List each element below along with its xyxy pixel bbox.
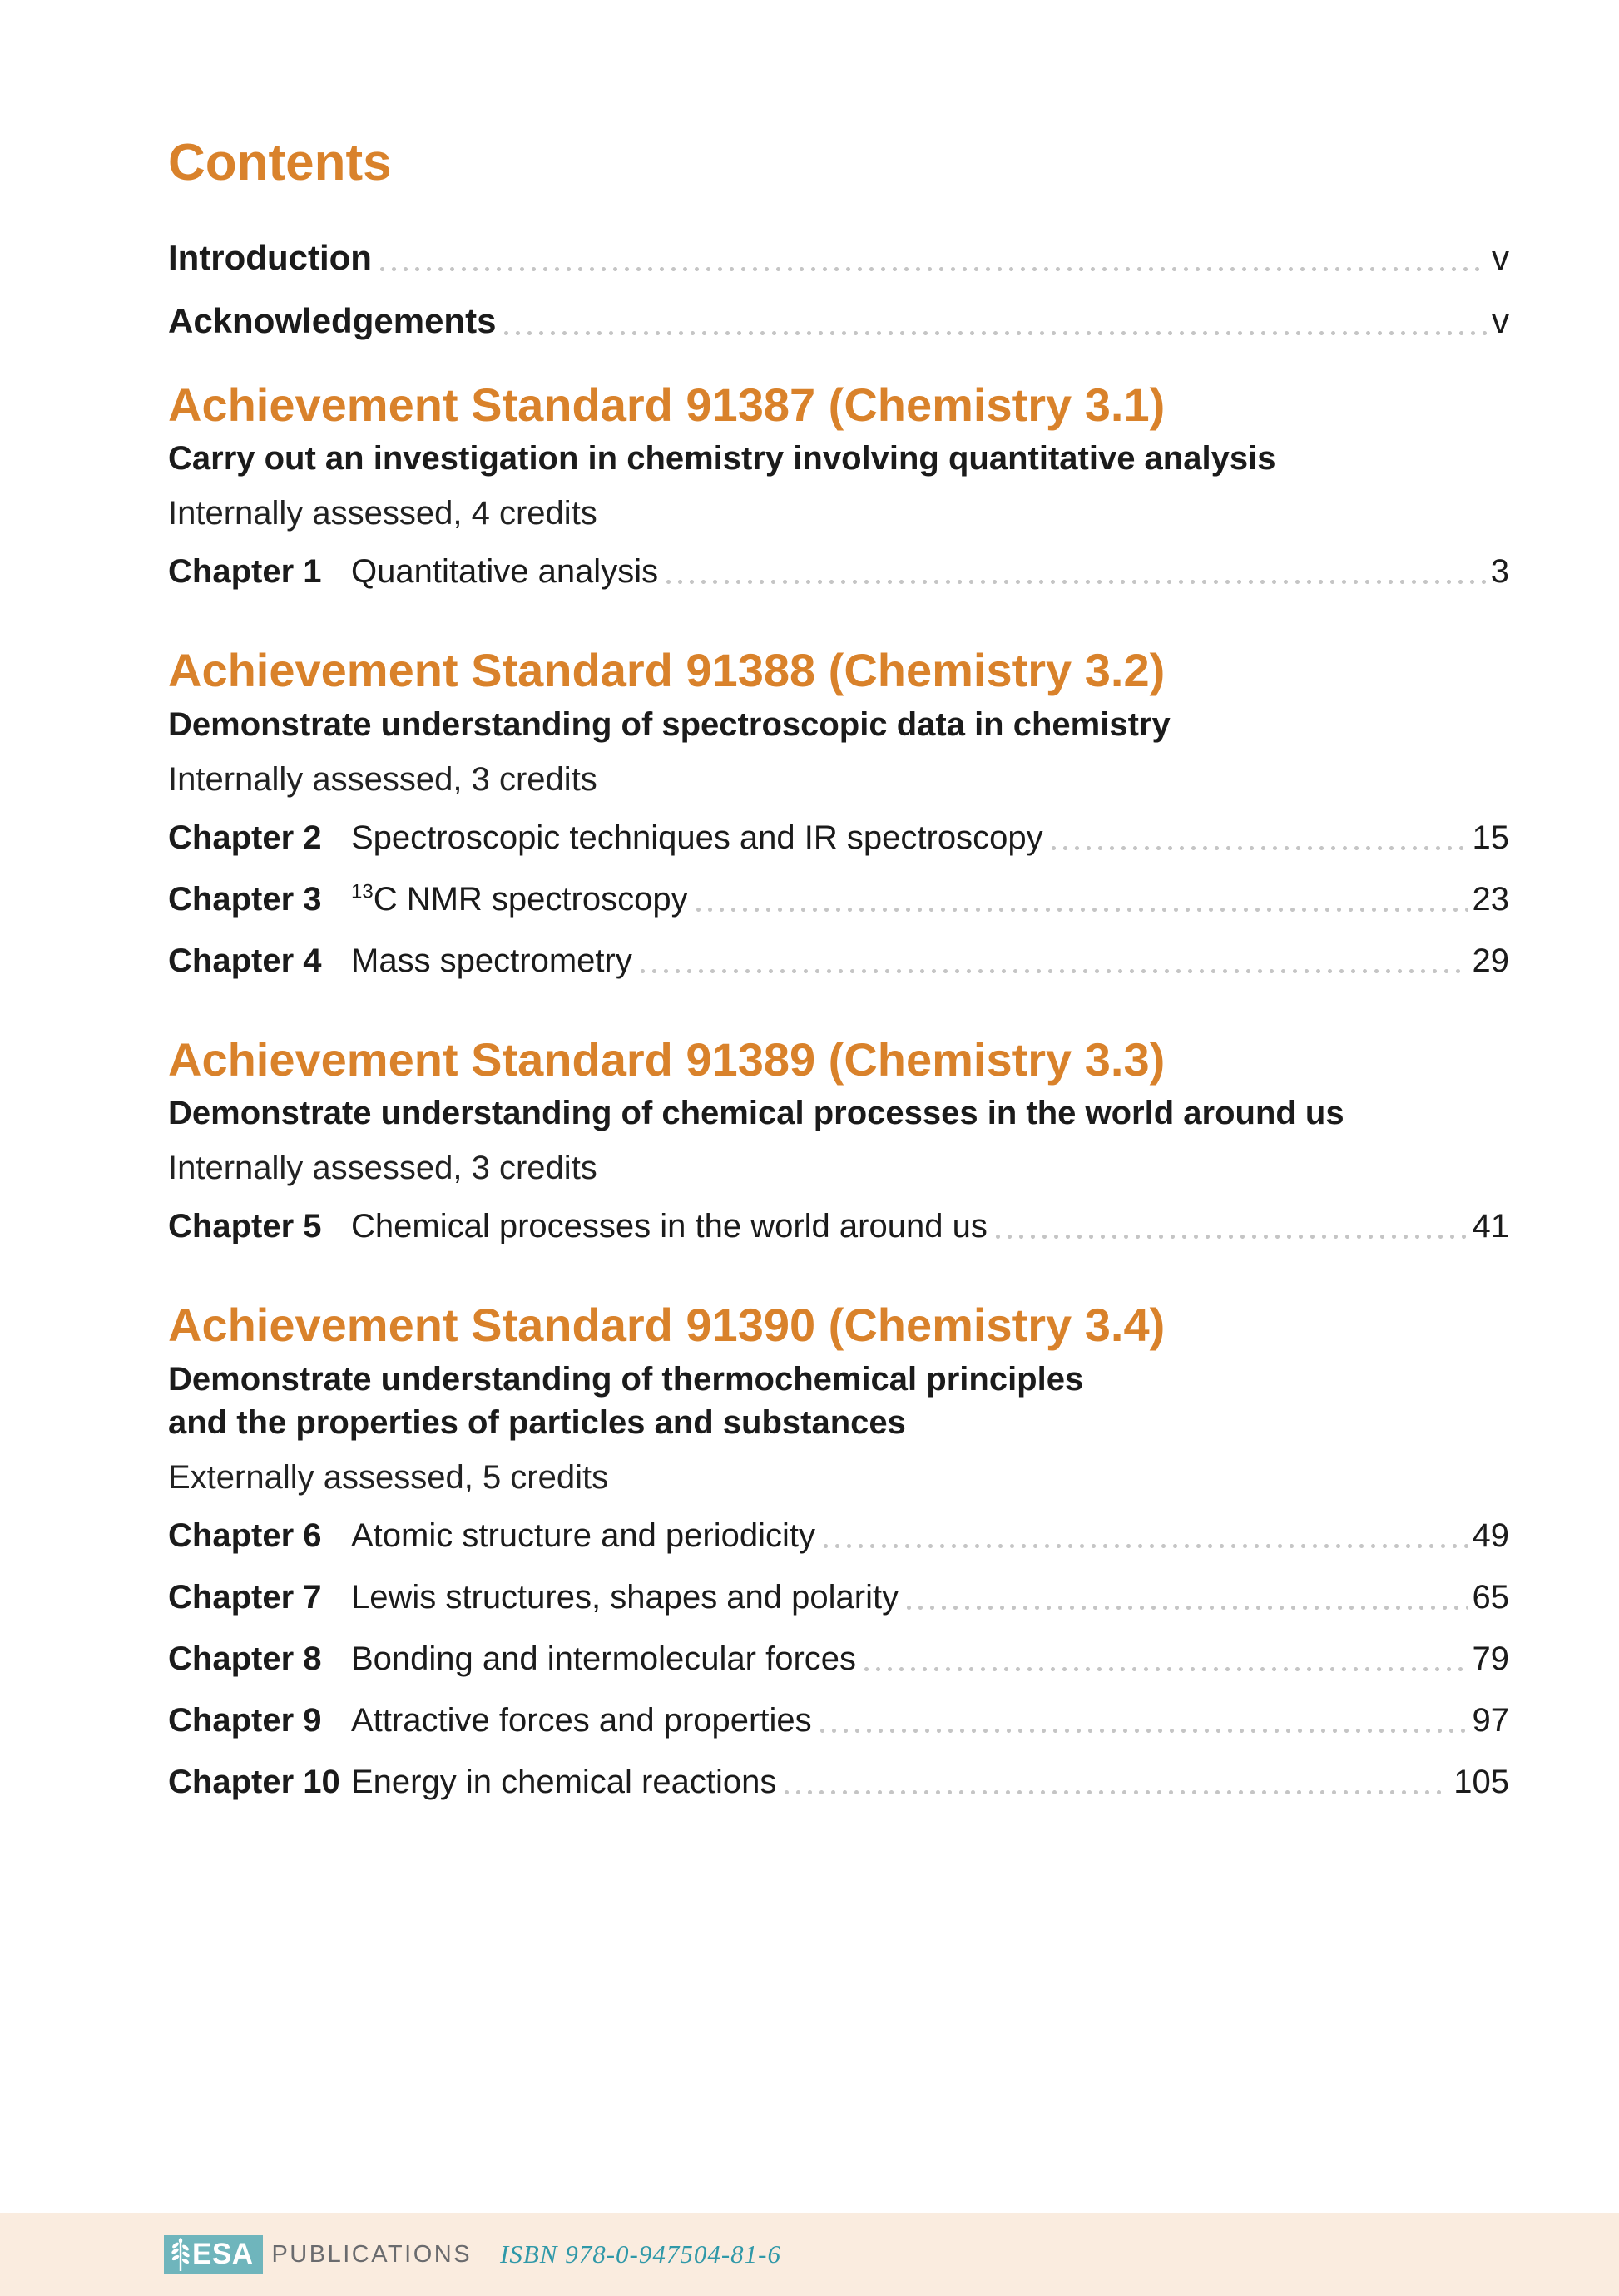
footer-bar	[0, 2213, 1619, 2296]
section-subtitle: Demonstrate understanding of chemical processes in the world around us	[168, 1095, 1344, 1132]
page-number: 29	[1472, 942, 1509, 979]
page-number: 41	[1472, 1208, 1509, 1245]
page-number: 3	[1490, 553, 1509, 591]
dot-leader	[380, 267, 1487, 271]
toc-entry-chapter-5	[168, 1208, 1509, 1244]
section-subtitle: Carry out an investigation in chemistry involving quantitative analysis	[168, 440, 1276, 478]
publisher-name: PUBLICATIONS	[271, 2240, 473, 2268]
section-heading: Achievement Standard 91389 (Chemistry 3.3)	[168, 1032, 1166, 1086]
section-91389	[168, 1034, 1509, 1245]
section-subtitle-line-2: and the properties of particles and substances	[168, 1404, 906, 1442]
chapter-label: Chapter 4	[168, 942, 322, 979]
page-number: 79	[1472, 1640, 1509, 1678]
dot-leader	[641, 969, 1468, 973]
section-heading: Achievement Standard 91387 (Chemistry 3.1)	[168, 378, 1166, 431]
chapter-label: Chapter 1	[168, 553, 322, 591]
front-matter-label: Introduction	[168, 238, 372, 278]
toc-entry-chapter-2	[168, 819, 1509, 856]
chapter-title: Chemical processes in the world around us	[351, 1208, 988, 1245]
page-number: v	[1492, 301, 1509, 341]
section-subtitle: Demonstrate understanding of spectroscopic data in chemistry	[168, 705, 1171, 743]
esa-logo-text: ESA	[192, 2238, 254, 2270]
chapter-list	[168, 553, 1509, 590]
assessment-note: Internally assessed, 4 credits	[168, 495, 597, 532]
chapter-label: Chapter 10	[168, 1764, 340, 1801]
dot-leader	[996, 1235, 1468, 1239]
chapter-list	[168, 1517, 1509, 1800]
dot-leader	[864, 1667, 1467, 1671]
chapter-title: Mass spectrometry	[351, 942, 632, 979]
chapter-title: Attractive forces and properties	[351, 1702, 812, 1739]
chapter-label: Chapter 5	[168, 1208, 322, 1245]
chapter-label: Chapter 6	[168, 1517, 322, 1555]
dot-leader	[907, 1606, 1467, 1610]
dot-leader	[785, 1790, 1448, 1794]
dot-leader	[1052, 846, 1468, 850]
section-91387	[168, 379, 1509, 591]
page-number: 23	[1472, 880, 1509, 918]
toc-entry-chapter-6	[168, 1517, 1509, 1554]
toc-entry-chapter-7	[168, 1579, 1509, 1616]
section-91388	[168, 645, 1509, 979]
chapter-label: Chapter 3	[168, 880, 322, 918]
page-number: 105	[1453, 1764, 1509, 1801]
section-subtitle	[168, 1358, 1509, 1444]
chapter-title: Atomic structure and periodicity	[351, 1517, 816, 1555]
isotope-superscript: 13	[351, 880, 374, 903]
toc-entry-chapter-10	[168, 1764, 1509, 1800]
toc-entry-chapter-8	[168, 1640, 1509, 1677]
chapter-title-text: C NMR spectroscopy	[373, 880, 688, 918]
section-heading: Achievement Standard 91388 (Chemistry 3.2)	[168, 644, 1166, 697]
front-matter-label: Acknowledgements	[168, 301, 497, 341]
page-title: Contents	[168, 134, 392, 191]
assessment-note: Internally assessed, 3 credits	[168, 760, 597, 798]
page-number: 49	[1472, 1517, 1509, 1555]
section-heading: Achievement Standard 91390 (Chemistry 3.4)	[168, 1299, 1166, 1352]
chapter-list	[168, 1208, 1509, 1244]
toc-entry-acknowledgements	[168, 302, 1509, 340]
page-number: 15	[1472, 819, 1509, 856]
assessment-note: Externally assessed, 5 credits	[168, 1459, 609, 1497]
dot-leader	[666, 580, 1486, 584]
esa-plant-icon	[169, 2238, 192, 2271]
chapter-title: Bonding and intermolecular forces	[351, 1640, 857, 1678]
chapter-title: Lewis structures, shapes and polarity	[351, 1579, 899, 1616]
chapter-title: Spectroscopic techniques and IR spectroscopy	[351, 819, 1043, 856]
chapter-label: Chapter 8	[168, 1640, 322, 1678]
chapter-title: Quantitative analysis	[351, 553, 659, 591]
chapter-title	[351, 881, 688, 918]
chapter-list	[168, 819, 1509, 979]
dot-leader	[820, 1729, 1468, 1733]
toc-entry-introduction	[168, 239, 1509, 277]
toc-entry-chapter-9	[168, 1702, 1509, 1739]
section-91390	[168, 1299, 1509, 1800]
page-number: 65	[1472, 1579, 1509, 1616]
section-subtitle-line-1: Demonstrate understanding of thermochemical principles	[168, 1361, 1084, 1398]
chapter-label: Chapter 2	[168, 819, 322, 856]
toc-entry-chapter-1	[168, 553, 1509, 590]
dot-leader	[696, 908, 1468, 912]
dot-leader	[824, 1544, 1467, 1548]
toc-entry-chapter-3	[168, 881, 1509, 918]
dot-leader	[504, 331, 1487, 335]
toc-entry-chapter-4	[168, 943, 1509, 979]
esa-logo	[164, 2235, 263, 2274]
page-number: 97	[1472, 1702, 1509, 1739]
chapter-title: Energy in chemical reactions	[351, 1764, 777, 1801]
isbn-text: ISBN 978-0-947504-81-6	[500, 2239, 782, 2269]
page-number: v	[1492, 238, 1509, 278]
chapter-label: Chapter 7	[168, 1579, 322, 1616]
assessment-note: Internally assessed, 3 credits	[168, 1150, 597, 1187]
chapter-label: Chapter 9	[168, 1702, 322, 1739]
